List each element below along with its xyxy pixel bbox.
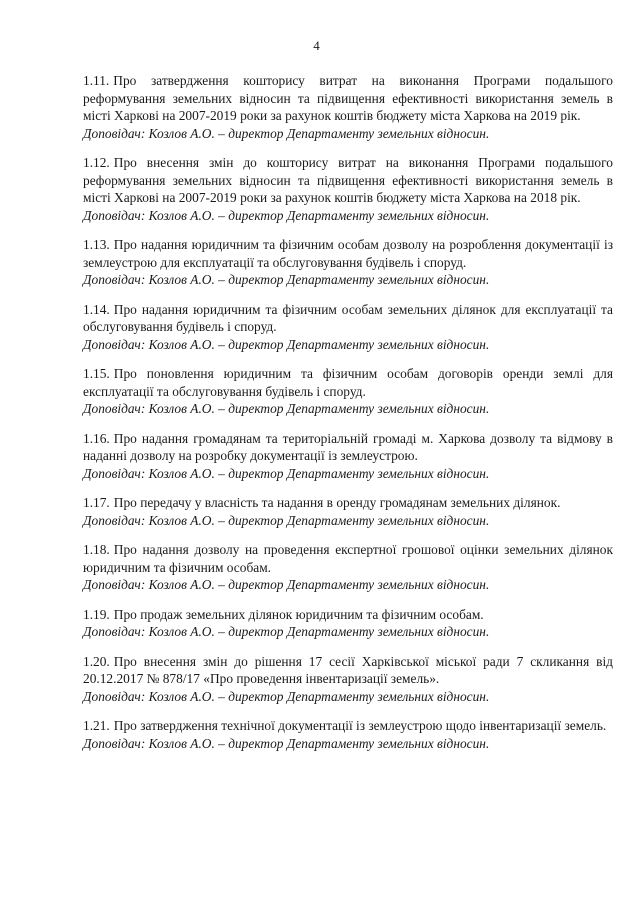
speaker: Доповідач: Козлов А.О. – директор Департаменту земельних відносин. <box>83 336 490 352</box>
item-text: Про продаж земельних ділянок юридичним та фізичним особам. <box>113 606 484 622</box>
item-text: Про надання юридичним та фізичним особам дозволу на розроблення документації із землеустрою для експлуатації та обслуговування будівель і споруд. <box>83 237 613 270</box>
speaker: Доповідач: Козлов А.О. – директор Департаменту земельних відносин. <box>83 624 490 639</box>
agenda-item-1-19 <box>83 606 613 641</box>
item-text: Про внесення змін до рішення 17 сесії Харківської міської ради 7 скликання від 20.12.2017 № 878/17 «Про проведення інвентаризації земель». <box>83 653 613 686</box>
item-number: 1.18. <box>83 542 110 557</box>
item-number: 1.11. <box>83 73 110 88</box>
agenda-item-1-18 <box>83 541 613 594</box>
item-number: 1.20. <box>83 653 110 669</box>
speaker: Доповідач: Козлов А.О. – директор Департаменту земельних відносин. <box>83 735 490 751</box>
item-number: 1.19. <box>83 606 110 622</box>
item-text: Про поновлення юридичним та фізичним особам договорів оренди землі для експлуатації та обслуговування будівель і споруд. <box>83 366 613 399</box>
agenda-item-1-11 <box>83 72 613 142</box>
speaker: Доповідач: Козлов А.О. – директор Департаменту земельних відносин. <box>83 401 490 416</box>
item-number: 1.15. <box>83 366 110 381</box>
item-number: 1.17. <box>83 495 110 510</box>
speaker: Доповідач: Козлов А.О. – директор Департаменту земельних відносин. <box>83 512 490 528</box>
agenda-item-1-21 <box>83 717 613 752</box>
item-text: Про надання громадянам та територіальній громаді м. Харкова дозволу та відмову в наданні дозволу на розробку документації із землеустрою. <box>83 430 613 463</box>
item-number: 1.14. <box>83 301 110 317</box>
speaker: Доповідач: Козлов А.О. – директор Департаменту земельних відносин. <box>83 125 490 141</box>
speaker: Доповідач: Козлов А.О. – директор Департаменту земельних відносин. <box>83 207 490 223</box>
agenda-list <box>83 72 613 752</box>
item-number: 1.16. <box>83 430 110 446</box>
agenda-item-1-20 <box>83 653 613 706</box>
item-text: Про передачу у власність та надання в оренду громадянам земельних ділянок. <box>113 495 561 510</box>
agenda-item-1-16 <box>83 430 613 483</box>
item-text: Про надання дозволу на проведення експертної грошової оцінки земельних ділянок юридичним та фізичним особам. <box>83 542 613 575</box>
agenda-item-1-14 <box>83 301 613 354</box>
speaker: Доповідач: Козлов А.О. – директор Департаменту земельних відносин. <box>83 272 490 287</box>
item-text: Про затвердження кошторису витрат на виконання Програми подальшого реформування земельних відносин та підвищення ефективності використання земель в місті Харкові на 2007-2019 роки за рахунок коштів бюджету міста Харкова на 2019 рік. <box>83 73 613 123</box>
page-number: 4 <box>313 38 320 53</box>
item-number: 1.12. <box>83 155 110 170</box>
agenda-item-1-12 <box>83 154 613 224</box>
speaker: Доповідач: Козлов А.О. – директор Департаменту земельних відносин. <box>83 465 490 481</box>
speaker: Доповідач: Козлов А.О. – директор Департаменту земельних відносин. <box>83 688 490 704</box>
item-text: Про внесення змін до кошторису витрат на виконання Програми подальшого реформування земельних відносин та підвищення ефективності використання земель в місті Харкові на 2007-2019 роки за рахунок коштів бюджету міста Харкова на 2018 рік. <box>83 155 613 205</box>
agenda-item-1-17 <box>83 494 613 529</box>
item-number: 1.21. <box>83 718 110 733</box>
speaker: Доповідач: Козлов А.О. – директор Департаменту земельних відносин. <box>83 577 490 592</box>
item-text: Про затвердження технічної документації із землеустрою щодо інвентаризації земель. <box>113 718 607 733</box>
agenda-item-1-13 <box>83 236 613 289</box>
item-number: 1.13. <box>83 237 110 252</box>
item-text: Про надання юридичним та фізичним особам земельних ділянок для експлуатації та обслуговування будівель і споруд. <box>83 301 613 334</box>
agenda-item-1-15 <box>83 365 613 418</box>
